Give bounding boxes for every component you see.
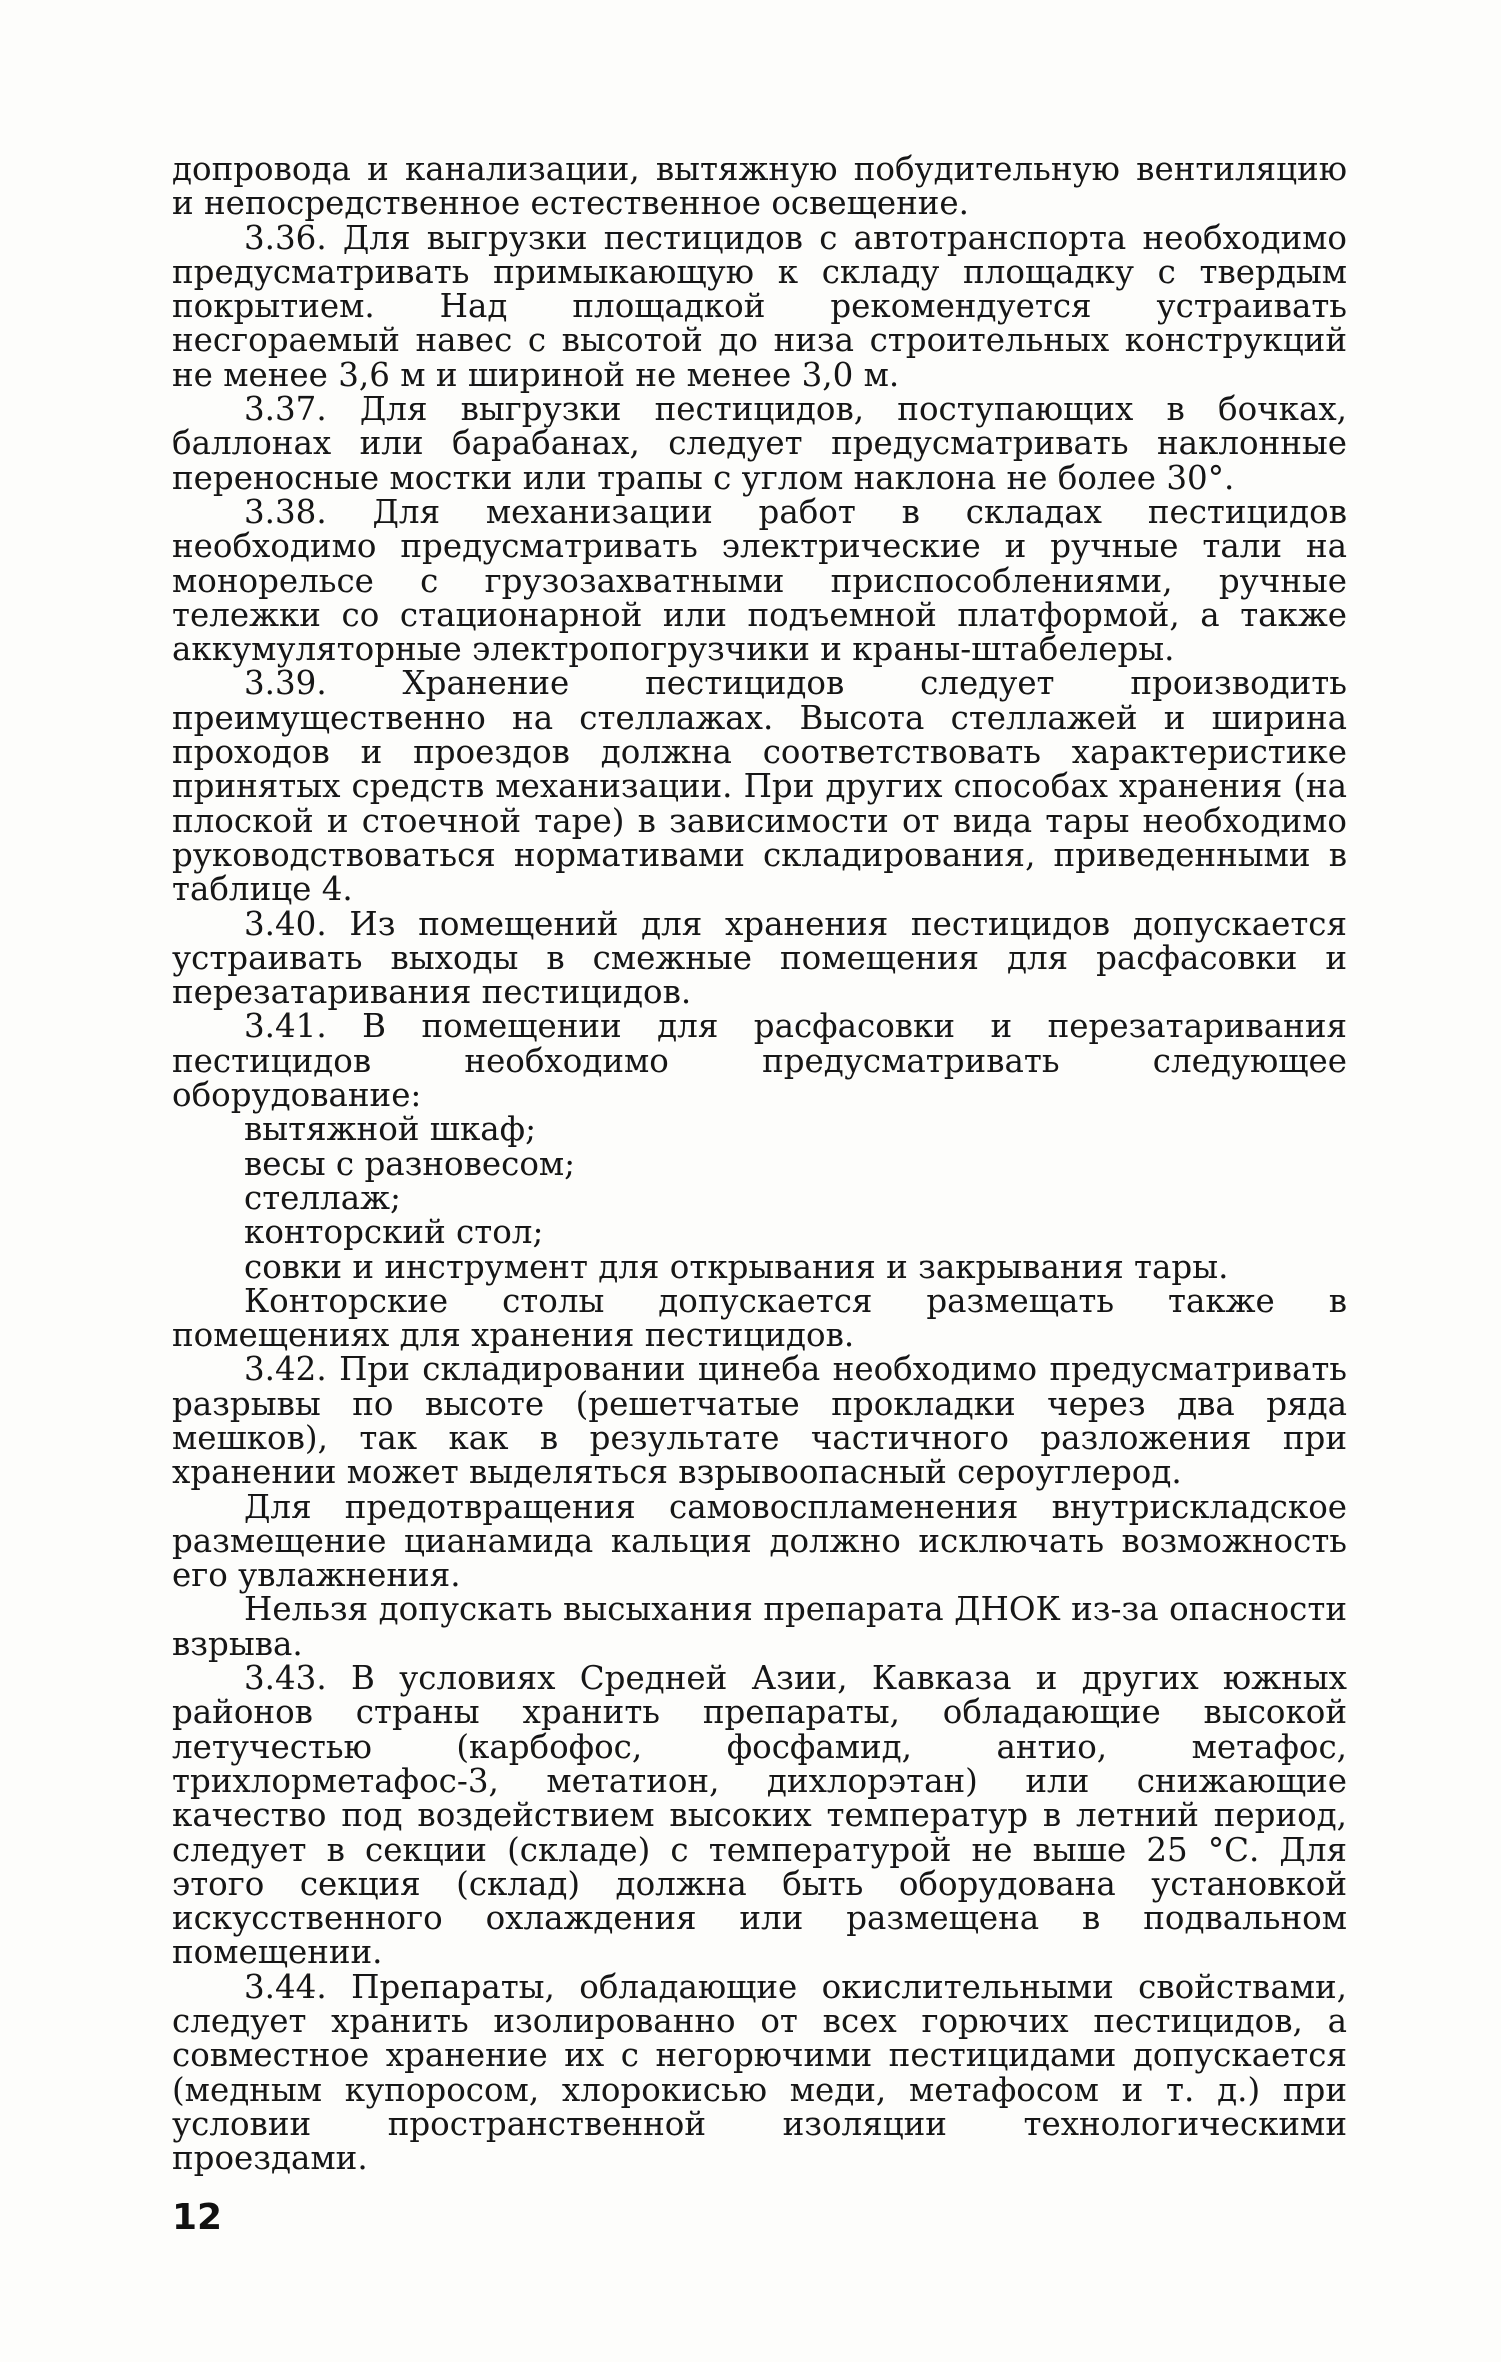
paragraph-3-44: 3.44. Препараты, обладающие окислительными свойствами, следует хранить изолированно от всех горючих пестицидов, а совместное хранение их с негорючими пестицидами допускается (медным купоросом, хлорокисью меди, метафосом и т. д.) при условии пространственной изоляции технологическими проездами.	[172, 1967, 1347, 2178]
list-item: весы с разновесом;	[244, 1144, 576, 1183]
paragraph-3-43: 3.43. В условиях Средней Азии, Кавказа и других южных районов страны хранить препараты, обладающие высокой летучестью (карбофос, фосфамид, антио, метафос, трихлорметафос-3, метатион, дихлорэтан) или снижающие качество под воздействием высоких температур в летний период, следует в секции (складе) с температурой не выше 25 °С. Для этого секция (склад) должна быть оборудована установкой искусственного охлаждения или размещена в подвальном помещении.	[172, 1659, 1347, 1972]
list-item: совки и инструмент для открывания и закрывания тары.	[244, 1247, 1229, 1286]
paragraph-3-40: 3.40. Из помещений для хранения пестицидов допускается устраивать выходы в смежные помещения для расфасовки и перезатаривания пестицидов.	[172, 904, 1347, 1012]
list-item: вытяжной шкаф;	[244, 1110, 537, 1149]
body-text	[172, 152, 1347, 2176]
equipment-list	[172, 1110, 1347, 1286]
page-number: 12	[172, 2197, 223, 2238]
paragraph-3-39: 3.39. Хранение пестицидов следует производить преимущественно на стеллажах. Высота стеллажей и ширина проходов и проездов должна соответствовать характеристике принятых средств механизации. При других способах хранения (на плоской и стоечной таре) в зависимости от вида тары необходимо руководствоваться нормативами складирования, приведенными в таблице 4.	[172, 664, 1347, 909]
paragraph-3-42: 3.42. При складировании цинеба необходимо предусматривать разрывы по высоте (решетчатые прокладки через два ряда мешков), так как в результате частичного разложения при хранении может выделяться взрывоопасный сероуглерод.	[172, 1350, 1347, 1492]
list-item: стеллаж;	[244, 1178, 401, 1217]
paragraph-3-38: 3.38. Для механизации работ в складах пестицидов необходимо предусматривать электрические и ручные тали на монорельсе с грузозахватными приспособлениями, ручные тележки со стационарной или подъемной платформой, а также аккумуляторные электропогрузчики и краны-штабелеры.	[172, 492, 1347, 669]
paragraph-continuation: допровода и канализации, вытяжную побудительную вентиляцию и непосредственное естественное освещение.	[172, 150, 1347, 223]
list-item: конторский стол;	[244, 1213, 544, 1252]
paragraph-office-desks: Конторские столы допускается размещать также в помещениях для хранения пестицидов.	[172, 1281, 1347, 1355]
paragraph-dnok: Нельзя допускать высыхания препарата ДНОК из-за опасности взрыва.	[172, 1590, 1347, 1663]
paragraph-3-37: 3.37. Для выгрузки пестицидов, поступающих в бочках, баллонах или барабанах, следует предусматривать наклонные переносные мостки или трапы с углом наклона не более 30°.	[172, 390, 1347, 497]
paragraph-cyanamide: Для предотвращения самовоспламенения внутрискладское размещение цианамида кальция должно исключать возможность его увлажнения.	[172, 1487, 1347, 1595]
paragraph-3-41: 3.41. В помещении для расфасовки и перезатаривания пестицидов необходимо предусматривать следующее оборудование:	[172, 1007, 1347, 1115]
paragraph-3-36: 3.36. Для выгрузки пестицидов с автотранспорта необходимо предусматривать примыкающую к складу площадку с твердым покрытием. Над площадкой рекомендуется устраивать несгораемый навес с высотой до низа строительных конструкций не менее 3,6 м и шириной не менее 3,0 м.	[172, 218, 1347, 394]
